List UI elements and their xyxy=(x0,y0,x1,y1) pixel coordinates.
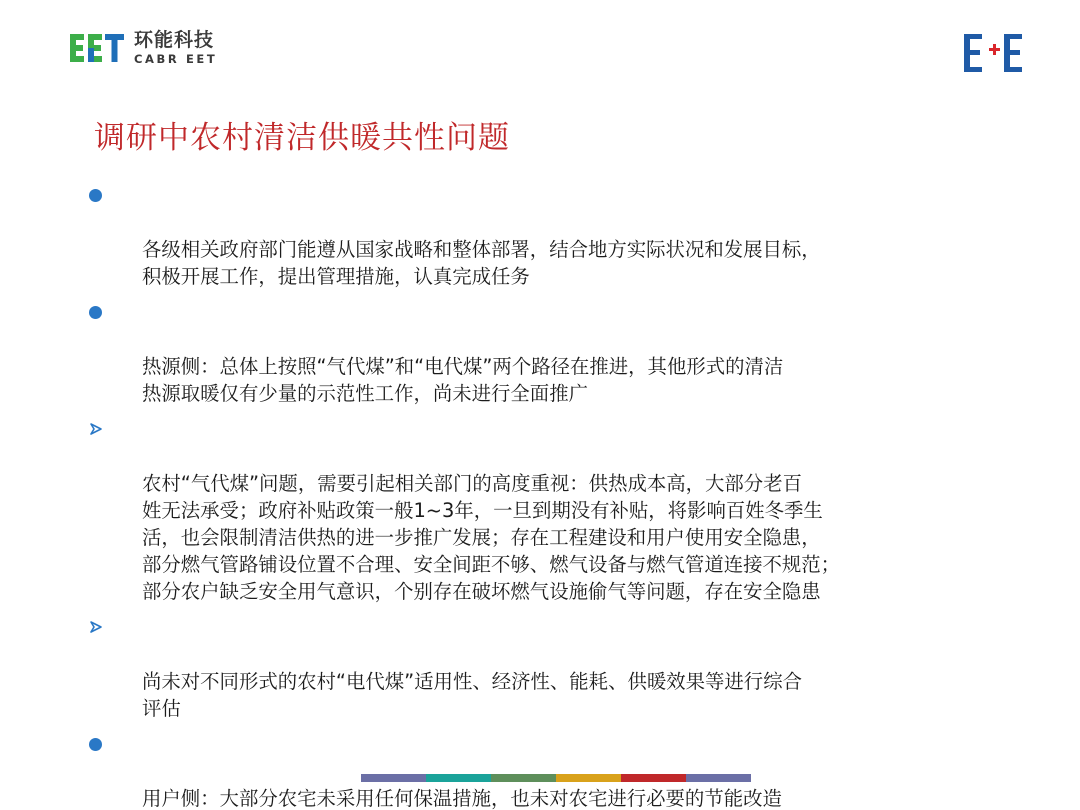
bullet-dot-icon xyxy=(89,738,102,751)
page-title: 调研中农村清洁供暖共性问题 xyxy=(94,120,510,156)
bullet-item xyxy=(86,416,1006,605)
bullet-dot-icon xyxy=(89,189,102,202)
bullet-item xyxy=(86,614,1006,722)
eet-logo-mark-icon xyxy=(68,31,126,65)
bullet-text: 农村“气代煤”问题，需要引起相关部门的高度重视：供热成本高，大部分老百 姓无法承受；政府补贴政策一般1~3年，一旦到期没有补贴，将影响百姓冬季生 活，也会限制清洁供热的进一步推广发展；存在工程建设和用户使用安全隐患， 部分燃气管路铺设位置不合理、安全间距不够、燃气设备与燃气管道连接不规范； 部分农户缺乏安全用气意识，个别存在破坏燃气设施偷气等问题，存在安全隐患 xyxy=(142,472,841,603)
logo-name-en: CABR EET xyxy=(134,51,218,66)
color-bar-segment xyxy=(491,774,556,782)
bullet-text: 热源侧：总体上按照“气代煤”和“电代煤”两个路径在推进，其他形式的清洁 热源取暖仅有少量的示范性工作，尚未进行全面推广 xyxy=(142,355,784,405)
company-logo xyxy=(68,28,217,68)
bullet-dot-icon xyxy=(89,306,102,319)
bullet-arrow-icon xyxy=(89,422,103,436)
logo-name-cn: 环能科技 xyxy=(134,28,215,51)
footer-color-bar xyxy=(361,774,751,782)
bullet-text: 各级相关政府部门能遵从国家战略和整体部署，结合地方实际状况和发展目标， 积极开展工作，提出管理措施，认真完成任务 xyxy=(142,238,821,288)
eet-letters-icon xyxy=(68,31,126,65)
logo-text xyxy=(134,28,218,66)
color-bar-segment xyxy=(426,774,491,782)
bullet-arrow-icon xyxy=(89,620,103,634)
bullet-item xyxy=(86,182,1006,290)
bullet-text: 尚未对不同形式的农村“电代煤”适用性、经济性、能耗、供暖效果等进行综合 评估 xyxy=(142,670,802,720)
color-bar-segment xyxy=(621,774,686,782)
color-bar-segment xyxy=(556,774,621,782)
bullet-text: 用户侧：大部分农宅未采用任何保温措施，也未对农宅进行必要的节能改造 xyxy=(142,787,782,810)
color-bar-segment xyxy=(686,774,751,782)
bullet-item xyxy=(86,299,1006,407)
bullet-list xyxy=(86,182,1006,810)
e-plus-e-logo-icon xyxy=(960,28,1026,78)
bullet-item xyxy=(86,731,1006,810)
color-bar-segment xyxy=(361,774,426,782)
